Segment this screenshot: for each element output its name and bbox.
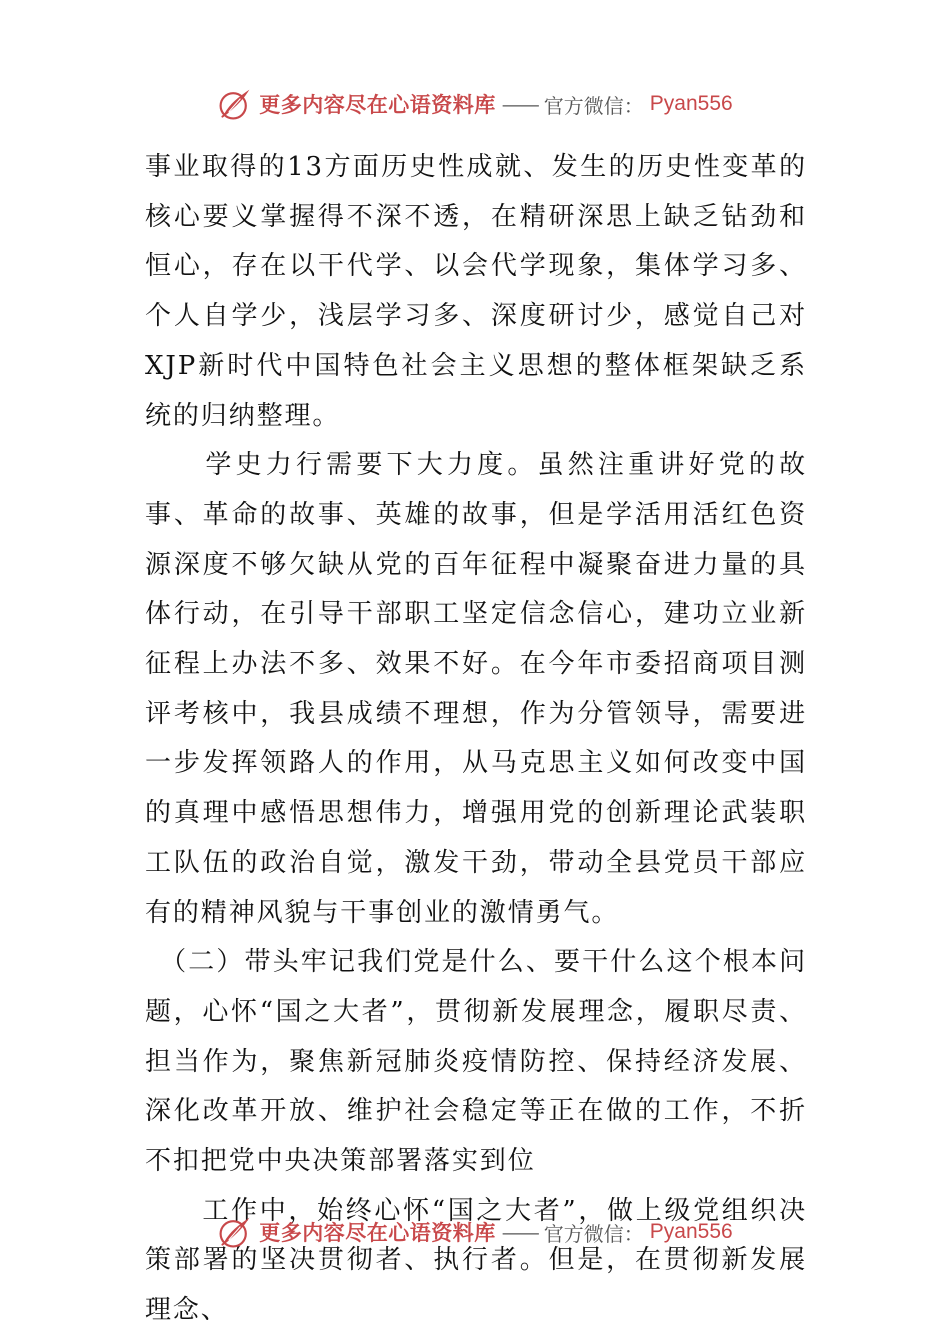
- footer-watermark: [0, 1212, 950, 1252]
- watermark-wechat-id: Pyan556: [649, 1220, 733, 1243]
- paragraph-1: 事业取得的13方面历史性成就、发生的历史性变革的核心要义掌握得不深不透，在精研深思上缺乏钻劲和恒心，存在以干代学、以会代学现象，集体学习多、个人自学少，浅层学习多、深度研讨少，感觉自己对XJP新时代中国特色社会主义思想的整体框架缺乏系统的归纳整理。: [145, 152, 807, 431]
- paragraph-3-heading: （二）带头牢记我们党是什么、要干什么这个根本问题，心怀“国之大者”，贯彻新发展理念，履职尽责、担当作为，聚焦新冠肺炎疫情防控、保持经济发展、深化改革开放、维护社会稳定等正在做的工作，不折不扣把党中央决策部署落实到位: [145, 947, 807, 1177]
- watermark-dash: ——: [501, 1220, 538, 1244]
- watermark-official-label: 官方微信：: [543, 1221, 644, 1246]
- document-body: [145, 143, 807, 1336]
- watermark-dash: ——: [501, 92, 538, 116]
- watermark-brand: 更多内容尽在心语资料库: [259, 1220, 496, 1245]
- watermark-brand: 更多内容尽在心语资料库: [259, 92, 496, 117]
- paragraph-4: 工作中，始终心怀“国之大者”，做上级党组织决策部署的坚决贯彻者、执行者。但是，在贯彻新发展理念、: [145, 1195, 807, 1326]
- watermark-wechat-id: Pyan556: [649, 92, 733, 115]
- header-watermark: [0, 84, 950, 124]
- quill-logo-icon: [217, 86, 253, 122]
- quill-logo-icon: [217, 1214, 253, 1250]
- paragraph-2: 学史力行需要下大力度。虽然注重讲好党的故事、革命的故事、英雄的故事，但是学活用活红色资源深度不够欠缺从党的百年征程中凝聚奋进力量的具体行动，在引导干部职工坚定信念信心，建功立业新征程上办法不多、效果不好。在今年市委招商项目测评考核中，我县成绩不理想，作为分管领导，需要进一步发挥领路人的作用，从马克思主义如何改变中国的真理中感悟思想伟力，增强用党的创新理论武装职工队伍的政治自觉，激发干劲，带动全县党员干部应有的精神风貌与干事创业的激情勇气。: [145, 450, 807, 928]
- watermark-official-label: 官方微信：: [543, 93, 644, 118]
